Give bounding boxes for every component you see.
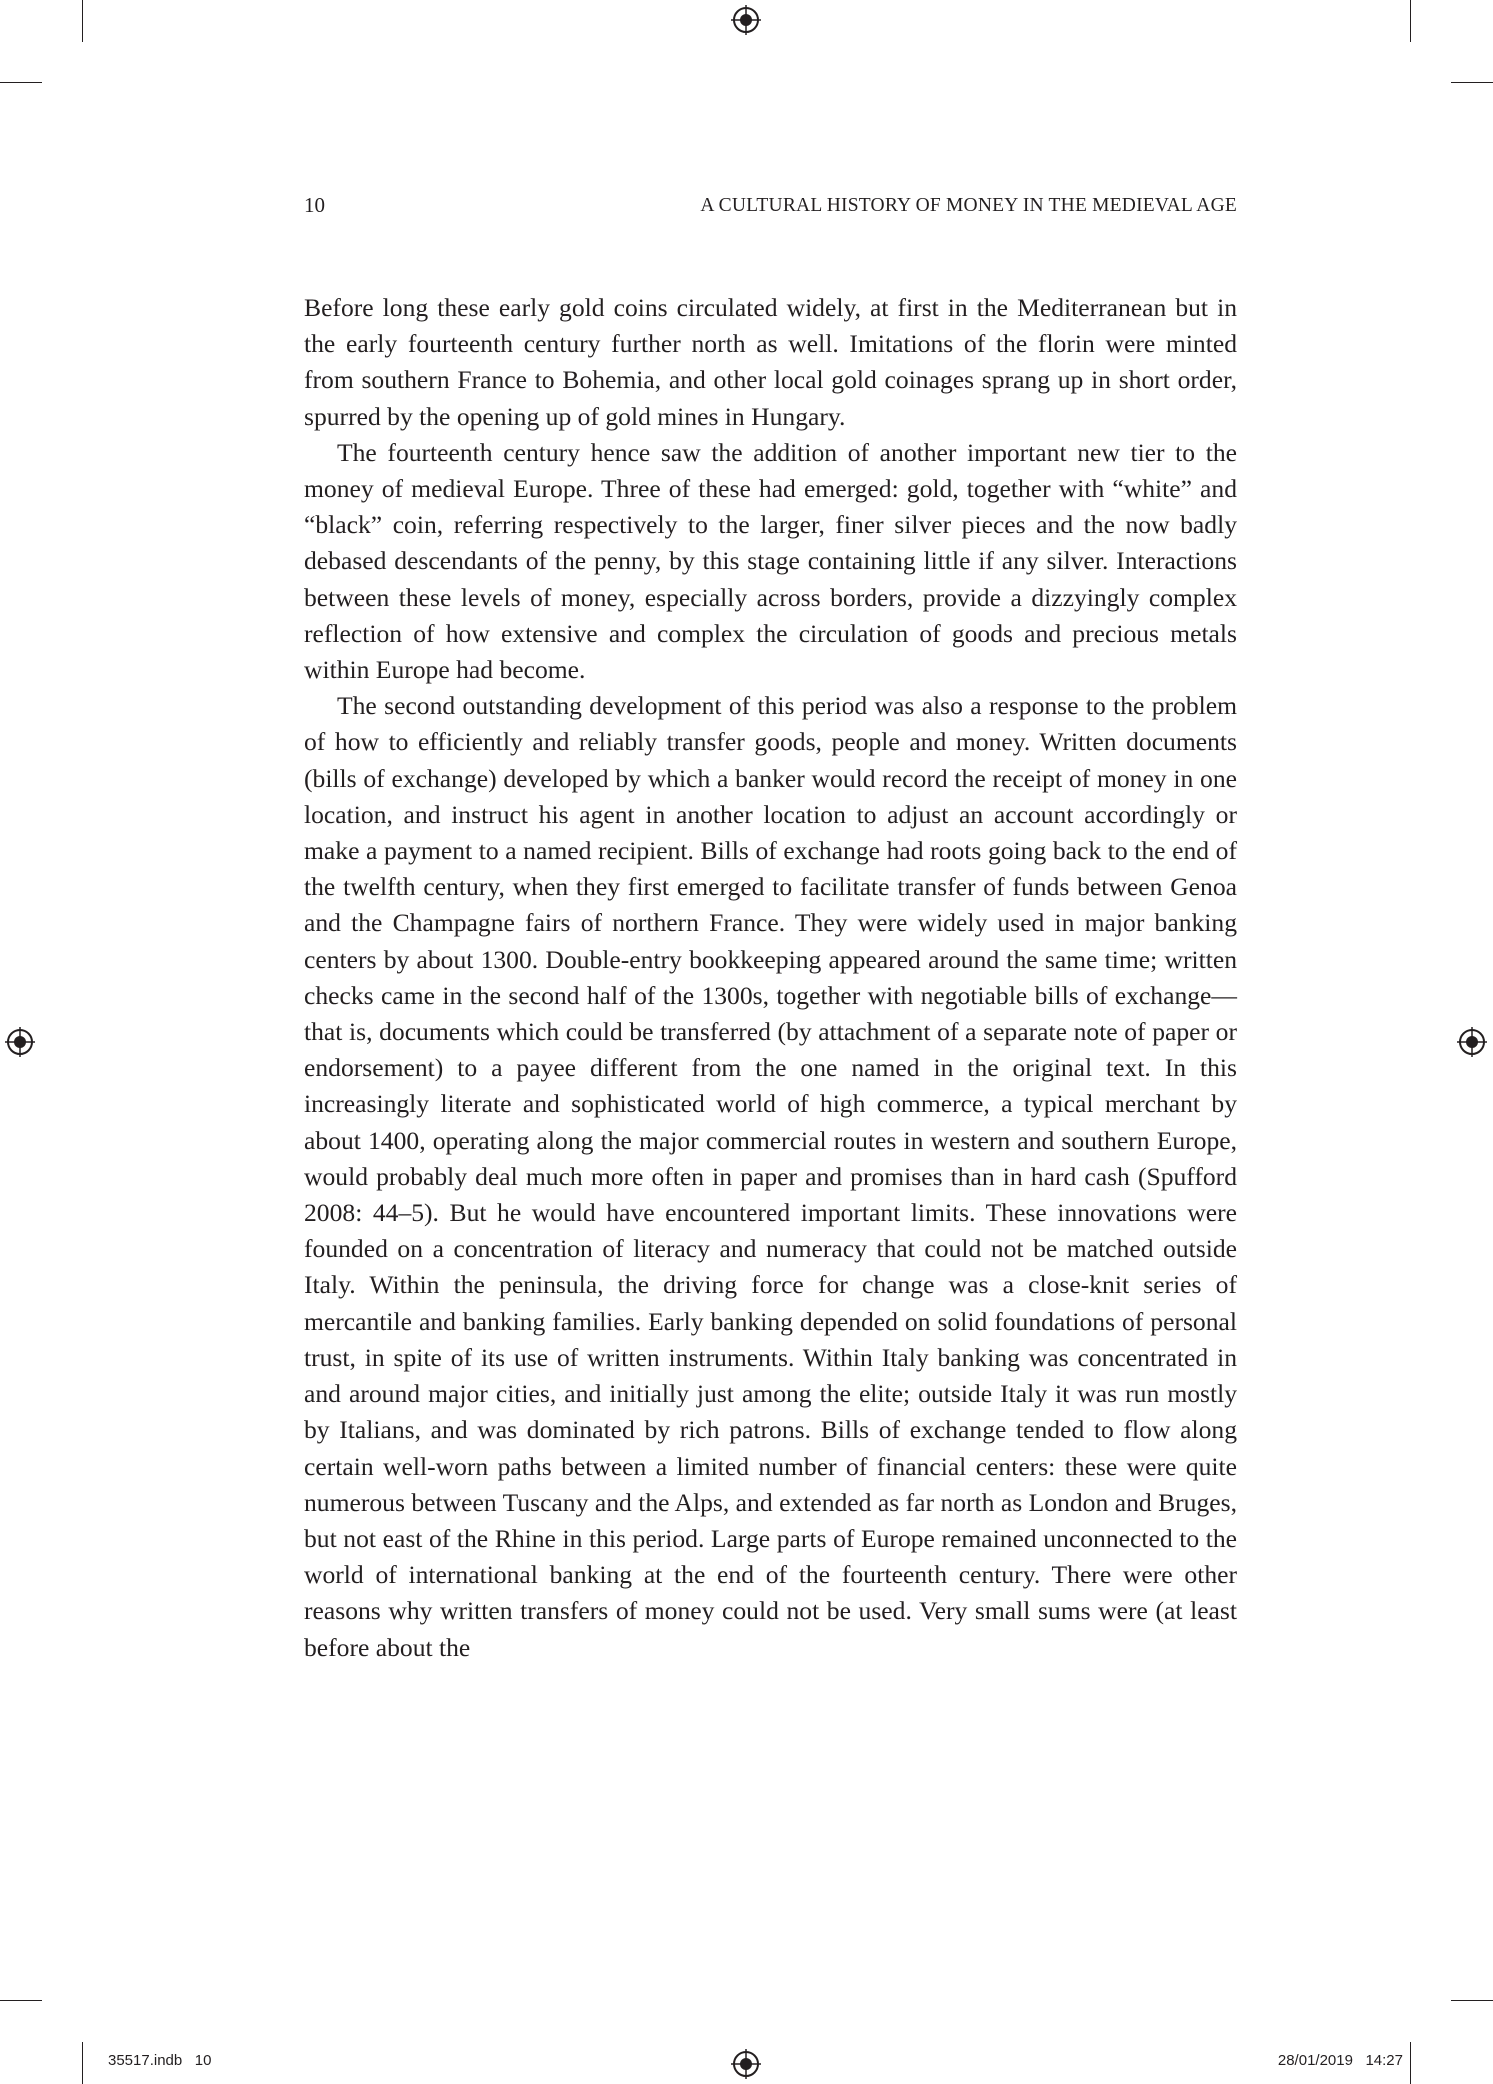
print-slug-timestamp: 28/01/2019 14:27 xyxy=(1277,2052,1403,2069)
registration-mark-icon xyxy=(1457,1027,1487,1057)
registration-mark-icon xyxy=(731,2049,761,2079)
crop-mark-top-right xyxy=(1410,0,1411,42)
paragraph: The second outstanding development of this period was also a response to the problem of how to efficiently and reliably transfer goods, people and money. Written documents (bills of exchange) developed by which a banker would record the receipt of money in one location, and instruct his agent in another location to adjust an account accordingly or make a payment to a named recipient. Bills of exchange had roots going back to the end of the twelfth century, when they first emerged to facilitate transfer of funds between Genoa and the Champagne fairs of northern France. They were widely used in major banking centers by about 1300. Double-entry bookkeeping appeared around the same time; written checks came in the second half of the 1300s, together with negotiable bills of exchange—that is, documents which could be transferred (by attachment of a separate note of paper or endorsement) to a payee different from the one named in the original text. In this increasingly literate and sophisticated world of high commerce, a typical merchant by about 1400, operating along the major commercial routes in western and southern Europe, would probably deal much more often in paper and promises than in hard cash (Spufford 2008: 44–5). But he would have encountered important limits. These innovations were founded on a concentration of literacy and numeracy that could not be matched outside Italy. Within the peninsula, the driving force for change was a close-knit series of mercantile and banking families. Early banking depended on solid foundations of personal trust, in spite of its use of written instruments. Within Italy banking was concentrated in and around major cities, and initially just among the elite; outside Italy it was run mostly by Italians, and was dominated by rich patrons. Bills of exchange tended to flow along certain well-worn paths between a limited number of financial centers: these were quite numerous between Tuscany and the Alps, and extended as far north as London and Bruges, but not east of the Rhine in this period. Large parts of Europe remained unconnected to the world of international banking at the end of the fourteenth century. There were other reasons why written transfers of money could not be used. Very small sums were (at least before about the xyxy=(304,691,1237,1662)
crop-mark-bottom-left-h xyxy=(0,2000,42,2001)
print-slug-file: 35517.indb 10 xyxy=(108,2052,212,2069)
crop-mark-bottom-left xyxy=(82,2042,83,2084)
paragraph: Before long these early gold coins circulated widely, at first in the Mediterranean but in the early fourteenth century further north as well. Imitations of the florin were minted from southern France to Bohemia, and other local gold coinages sprang up in short order, spurred by the opening up of gold mines in Hungary. xyxy=(304,293,1237,431)
crop-mark-bottom-right xyxy=(1410,2042,1411,2084)
crop-mark-bottom-right-h xyxy=(1451,2000,1493,2001)
crop-mark-top-right-h xyxy=(1451,82,1493,83)
registration-mark-icon xyxy=(5,1027,35,1057)
body-text xyxy=(304,290,1237,1666)
registration-mark-icon xyxy=(731,5,761,35)
page-number: 10 xyxy=(304,193,325,217)
crop-mark-top-left-h xyxy=(0,82,42,83)
crop-mark-top-left xyxy=(82,0,83,42)
running-title: A CULTURAL HISTORY OF MONEY IN THE MEDIEVAL AGE xyxy=(700,195,1237,216)
paragraph: The fourteenth century hence saw the addition of another important new tier to the money of medieval Europe. Three of these had emerged: gold, together with “white” and “black” coin, referring respectively to the larger, finer silver pieces and the now badly debased descendants of the penny, by this stage containing little if any silver. Interactions between these levels of money, especially across borders, provide a dizzyingly complex reflection of how extensive and complex the circulation of goods and precious metals within Europe had become. xyxy=(304,437,1237,685)
